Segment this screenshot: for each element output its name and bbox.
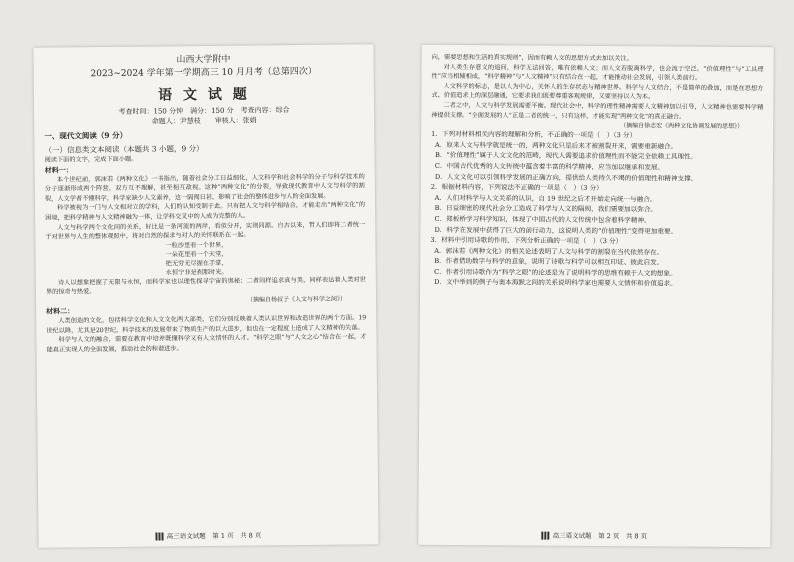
- paragraph: 诗人以想象把握了无限与永恒，而科学家也以理性探寻宇宙的奥秘；二者同样追求真与美，同样表达着人类对世界的惊奇与热爱。: [45, 276, 366, 297]
- option-a: A．原来人文与科学就是统一的，两种文化只是后来才被割裂开来，需要重新融合。: [435, 140, 678, 151]
- option-b: B．“价值理性”属于人文文化的范畴，现代人需要追求价值理性而不能完全依赖工具理性。: [434, 151, 698, 162]
- page-footer: [418, 530, 770, 541]
- subsection-heading: （一）信息类文本阅读（本题共 3 小题，9 分）: [44, 144, 204, 155]
- option-a: A．郭沫若《两种文化》的相关论述表明了人文与科学的割裂在当代依然存在。: [434, 246, 664, 257]
- footer-text: 高三语文试题 第 2 页 共 8 页: [552, 531, 648, 541]
- paragraph: 人文与科学两个文化间的关系，好比是一条河流的两岸，看似分开，实则同源。自古以来，哲人们即将二者统一于对世界与人生的整体观照中，将对自然的探求与对人的关怀联系在一起。: [45, 220, 366, 241]
- poem-line: 永恒宁非是刹那时光。: [165, 268, 228, 277]
- material-label-2: 材料二：: [46, 306, 75, 316]
- option-d: D．人文文化可以引领科学发展的正确方向，提供给人类持久不竭的价值理性和精神支撑。: [434, 172, 698, 183]
- poem-line: 一朵花里看一个天堂，: [165, 250, 228, 259]
- instruction-text: 阅读下面的文字，完成下面小题。: [44, 155, 138, 164]
- material-label-1: 材料一：: [44, 164, 73, 175]
- paragraph: 科学与人文的融合，需要在教育中培养既懂科学又有人文情怀的人才。“科学之眼”与“人文之心”结合在一起，才能真正实现人的全面发展，推动社会的和谐进步。: [46, 333, 367, 354]
- poem-line: 一粒沙里看一个世界，: [165, 241, 228, 250]
- option-b: B．作者借助数字与科学的意象，说明了诗歌与科学可以相互印证、彼此启发。: [434, 257, 664, 267]
- option-b: B．日益细密的现代社会分工造成了科学与人文的隔阂，我们需要加以弥合。: [434, 204, 658, 214]
- paragraph: 二者之中，人文与科学发展需要平衡。现代社会中，科学的理性精神需要人文精神加以引导，人文精神也需要科学精神提供支撑。“全面发展的人”正是二者的统一，只有这样，才能实现“两种文化”的真正融合。: [431, 101, 764, 121]
- poem-line: 把无穷无尽握在手掌，: [165, 259, 228, 268]
- paragraph: 本个世纪前，郭沫若《两种文化》一书指出，随着社会分工日益细化，人文科学和社会科学的分子与科学技术的分子逐渐形成两个阵营，双方互不理解，甚至相互敌视。这种“两种文化”的分裂，导致现代教育中人文与科学的割裂，人文学者不懂科学，科学家缺少人文素养，这一隔阂日甚，影响了社会的整体进步与人的全面发展。: [44, 172, 365, 203]
- question-1: 1．下列对材料相关内容的理解和分析，不正确的一项是（ ）（3 分）: [431, 130, 637, 140]
- paragraph: 人文科学的标志，是以人为中心，关怀人的生存状态与精神世界。科学与人文结合，不是简单的叠加，而是在思想方式、价值追求上的深层融通，它要求我们既要尊重客观规律，又要坚持以人为本。: [431, 82, 764, 101]
- section-heading: 一、现代文阅读（9 分）: [44, 130, 128, 141]
- exam-meta: 考查时间：150 分钟 满分：150 分 考查内容：综合: [118, 106, 290, 116]
- paragraph: 科学被视为一门与人文相对立的学科，人们的认知受制于此。只有把人文与科学相结合，才能走出“两种文化”的困境，把科学精神与人文精神融为一体，让学科交叉中的人成为完整的人。: [45, 201, 366, 222]
- question-3: 3．材料中引用诗歌的作用，下列分析正确的一项是（ ）（3 分）: [430, 235, 623, 246]
- source-citation: （摘编自徐志宏《两种文化协调发展的思想》）: [620, 122, 744, 131]
- page-footer: [38, 529, 378, 542]
- question-2: 2．根据材料内容，下列说法不正确的一项是（ ）（3 分）: [430, 182, 603, 193]
- option-c: C．郑板桥学习科学知识，体现了中国古代的人文传统中包含着科学精神。: [434, 214, 651, 225]
- source-citation: （摘编自杨叔子《人文与科学之间》）: [246, 295, 347, 304]
- option-d: D．科学在发展中获得了巨大的前行动力，这说明人类的“价值理性”变得更加重要。: [434, 225, 678, 236]
- footer-text: 高三语文试题 第 1 页 共 8 页: [166, 531, 262, 541]
- exam-page-1: [33, 44, 378, 548]
- option-c: C．作者引用诗歌作为“科学之眼”的论述是为了说明科学的思维有赖于人文的想象。: [434, 267, 677, 278]
- option-c: C．中国古代优秀的人文传统中蕴含着丰富的科学精神，应当加以继承和发展。: [434, 161, 665, 172]
- paragraph: 向，需要思想和生活的真实规则”，因而有赖人文的思想方式去加以关注。: [431, 53, 633, 63]
- paragraph: 人类创造的文化，包括科学文化和人文文化两大部类，它们分别反映着人类认识世界和改造世界的两个方面。19世纪以降，尤其是20世纪，科学技术的发展带来了物质生产的巨大进步，但也在一定程度上造成了人文精神的失落。: [46, 314, 367, 335]
- school-name: 山西大学附中: [176, 54, 231, 66]
- exam-page-2: [418, 45, 773, 547]
- option-d: D．文中举到的例子与奥本海默之间的关系说明科学家也需要人文情怀和价值追求。: [434, 278, 677, 289]
- exam-authors: 命题人：尹慧枝 审核人：张娟: [151, 116, 257, 126]
- paragraph: 对人类生存意义的追问，科学无法回答，唯有依赖人文；而人文若脱离科学，也会流于空泛。“价值理性”与“工具理性”应当相辅相成，“科学精神”与“人文精神”只有结合在一起，才能推动社会发展，引领人类前行。: [431, 63, 764, 82]
- exam-name: 2023~2024 学年第一学期高三 10 月月考（总第四次）: [90, 66, 317, 80]
- option-a: A．人们对科学与人文关系的认识，自 19 世纪之后才开始走向统一与融合。: [434, 193, 657, 204]
- page-title: 语 文 试 题: [158, 86, 250, 104]
